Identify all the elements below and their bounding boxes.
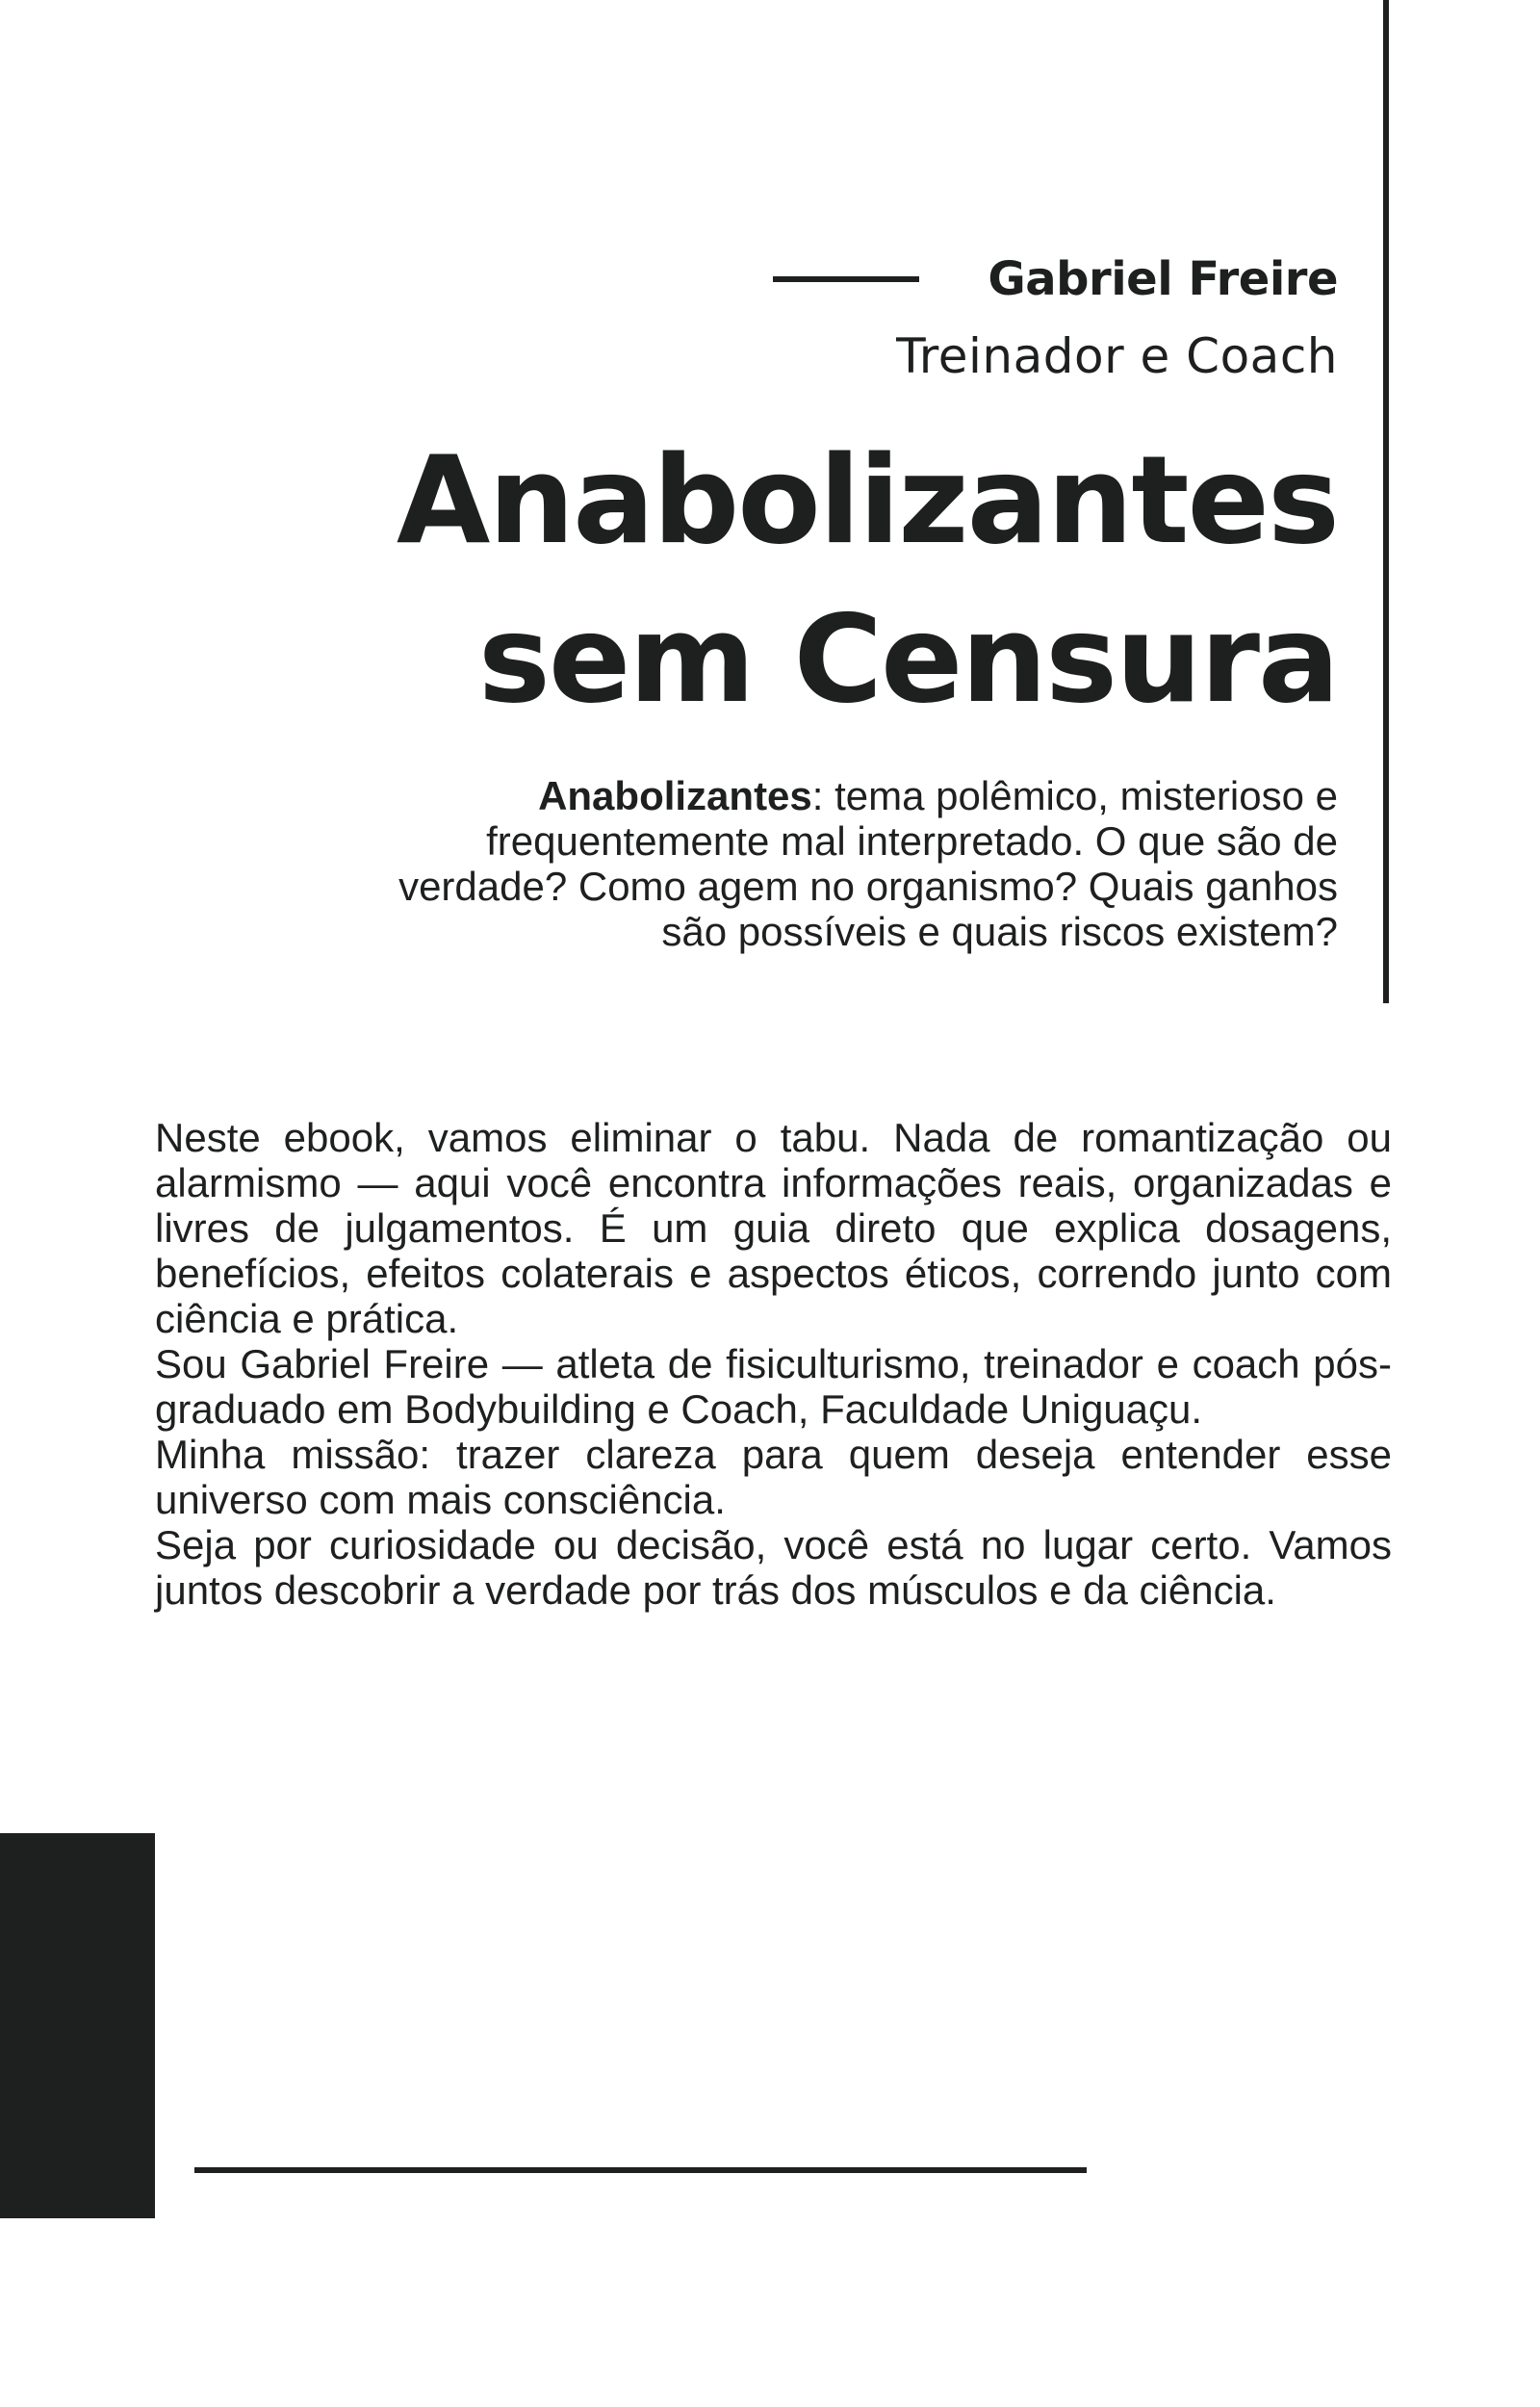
decorative-dark-block	[0, 1833, 155, 2218]
vertical-divider	[1383, 0, 1389, 1003]
book-title-line-2: sem Censura	[477, 588, 1338, 730]
book-title	[397, 421, 1338, 738]
body-paragraph-2: Sou Gabriel Freire — atleta de fisiculturismo, treinador e coach pós- graduado em Bodybuilding e Coach, Faculdade Uniguaçu.	[155, 1341, 1392, 1432]
intro-lead: Anabolizantes	[538, 773, 812, 818]
body-paragraph-1: Neste ebook, vamos eliminar o tabu. Nada de romantização ou alarmismo — aqui você encontra informações reais, organizadas e livres de julgamentos. É um guia direto que explica dosagens, benefícios, efeitos colaterais e aspectos éticos, correndo junto com ciência e prática.	[155, 1115, 1392, 1341]
book-title-line-1: Anabolizantes	[396, 429, 1338, 571]
body-paragraph-4: Seja por curiosidade ou decisão, você está no lugar certo. Vamos juntos descobrir a verdade por trás dos músculos e da ciência.	[155, 1522, 1392, 1613]
author-dash	[773, 276, 919, 282]
intro-paragraph	[375, 773, 1338, 954]
author-name: Gabriel Freire	[988, 252, 1338, 306]
bottom-rule	[194, 2167, 1087, 2173]
body-text	[155, 1115, 1392, 1613]
author-role: Treinador e Coach	[896, 328, 1338, 384]
body-paragraph-3: Minha missão: trazer clareza para quem deseja entender esse universo com mais consciência.	[155, 1432, 1392, 1522]
intro-text: : tema polêmico, misterioso e frequentemente mal interpretado. O que são de verdade? Como agem no organismo? Quais ganhos são possíveis e quais riscos existem?	[398, 773, 1338, 954]
